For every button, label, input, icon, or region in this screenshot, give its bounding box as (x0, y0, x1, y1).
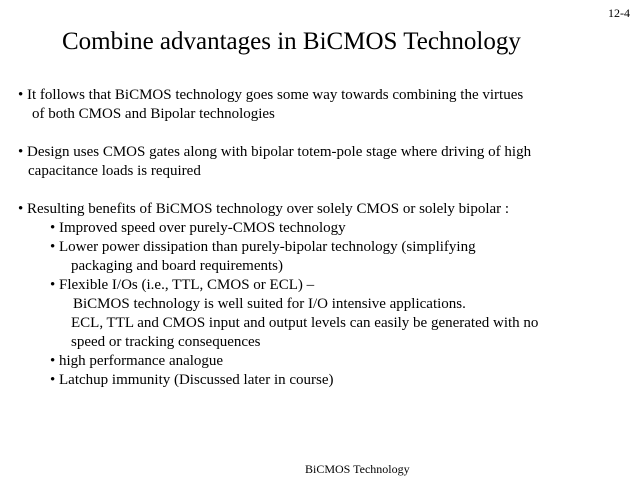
sub-bullet-power-line-1: • Lower power dissipation than purely-bipolar technology (simplifying (50, 239, 476, 255)
slide-number: 12-4 (608, 6, 630, 20)
paragraph-2-line-1: • Design uses CMOS gates along with bipolar totem-pole stage where driving of high (18, 144, 532, 160)
paragraph-3-line-1: • Resulting benefits of BiCMOS technology over solely CMOS or solely bipolar : (18, 201, 510, 217)
sub-bullet-io-line-4: speed or tracking consequences (71, 334, 261, 350)
footer-title: BiCMOS Technology (305, 462, 410, 476)
sub-bullet-io-line-2: BiCMOS technology is well suited for I/O intensive applications. (73, 296, 466, 312)
sub-bullet-io-line-3: ECL, TTL and CMOS input and output levels can easily be generated with no (71, 315, 539, 331)
sub-bullet-io-line-1: • Flexible I/Os (i.e., TTL, CMOS or ECL) – (50, 277, 315, 293)
paragraph-2-line-2: capacitance loads is required (28, 163, 201, 179)
sub-bullet-latchup: • Latchup immunity (Discussed later in course) (50, 372, 334, 388)
slide-title: Combine advantages in BiCMOS Technology (62, 28, 521, 55)
sub-bullet-speed: • Improved speed over purely-CMOS technology (50, 220, 346, 236)
sub-bullet-analogue: • high performance analogue (50, 353, 224, 369)
sub-bullet-power-line-2: packaging and board requirements) (71, 258, 283, 274)
paragraph-1-line-1: • It follows that BiCMOS technology goes some way towards combining the virtues (18, 87, 524, 103)
paragraph-1-line-2: of both CMOS and Bipolar technologies (32, 106, 275, 122)
